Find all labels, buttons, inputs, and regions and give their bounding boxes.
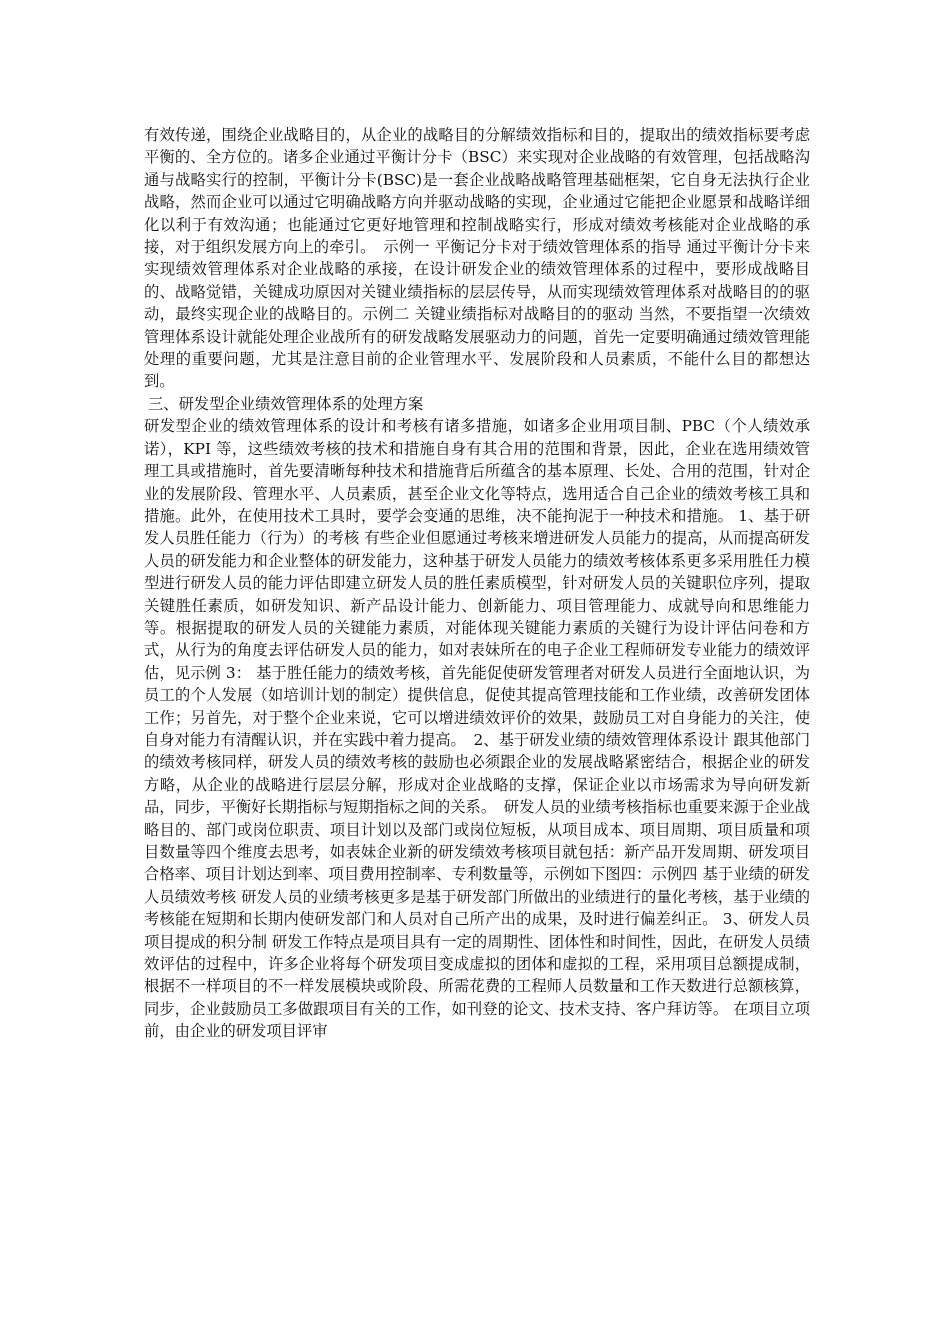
body-paragraph-solutions: 研发型企业的绩效管理体系的设计和考核有诸多措施，如诸多企业用项目制、PBC（个人绩效承诺），KPI 等，这些绩效考核的技术和措施自身有其合用的范围和背景，因此，企业在选用绩效管理工具或措施时，首先要清晰每种技术和措施背后所蕴含的基本原理、长处、合用的范围，针对企业的发展阶段、管理水平、人员素质，甚至企业文化等特点，选用适合自己企业的绩效考核工具和措施。此外，在使用技术工具时，要学会变通的思维，决不能拘泥于一种技术和措施。 1、基于研发人员胜任能力（行为）的考核 有些企业但愿通过考核来增进研发人员能力的提高，从而提高研发人员的研发能力和企业整体的研发能力，这种基于研发人员能力的绩效考核体系更多采用胜任力模型进行研发人员的能力评估即建立研发人员的胜任素质模型，针对研发人员的关键职位序列，提取关键胜任素质，如研发知识、新产品设计能力、创新能力、项目管理能力、成就导向和思维能力等。根据提取的研发人员的关键能力素质，对能体现关键能力素质的关键行为设计评估问卷和方式，从行为的角度去评估研发人员的能力，如对表妹所在的电子企业工程师研发专业能力的绩效评估，见示例 3： 基于胜任能力的绩效考核，首先能促使研发管理者对研发人员进行全面地认识，为员工的个人发展（如培训计划的制定）提供信息，促使其提高管理技能和工作业绩，改善研发团体工作；另首先，对于整个企业来说，它可以增进绩效评价的效果，鼓励员工对自身能力的关注，使自身对能力有清醒认识，并在实践中着力提高。 2、基于研发业绩的绩效管理体系设计 跟其他部门的绩效考核同样，研发人员的绩效考核的鼓励也必须跟企业的发展战略紧密结合，根据企业的研发方略，从企业的战略进行层层分解，形成对企业战略的支撑，保证企业以市场需求为导向研发新品，同步，平衡好长期指标与短期指标之间的关系。 研发人员的业绩考核指标也重要来源于企业战略目的、部门或岗位职责、项目计划以及部门或岗位短板，从项目成本、项目周期、项目质量和项目数量等四个维度去思考，如表妹企业新的研发绩效考核项目就包括：新产品开发周期、研发项目合格率、项目计划达到率、项目费用控制率、专利数量等，示例如下图四：示例四 基于业绩的研发人员绩效考核 研发人员的业绩考核更多是基于研发部门所做出的业绩进行的量化考核，基于业绩的考核能在短期和长期内使研发部门和人员对自己所产出的成果，及时进行偏差纠正。 3、研发人员项目提成的积分制 研发工作特点是项目具有一定的周期性、团体性和时间性，因此，在研发人员绩效评估的过程中，许多企业将每个研发项目变成虚拟的团体和虚拟的工程，采用项目总额提成制，根据不一样项目的不一样发展模块或阶段、所需花费的工程师人员数量和工作天数进行总额核算，同步，企业鼓励员工多做跟项目有关的工作，如刊登的论文、技术支持、客户拜访等。 在项目立项前，由企业的研发项目评审 (144, 417, 810, 1041)
document-page (144, 124, 810, 1043)
section-heading: 三、研发型企业绩效管理体系的处理方案 (148, 394, 424, 413)
body-paragraph-strategy: 有效传递，围绕企业战略目的，从企业的战略目的分解绩效指标和目的，提取出的绩效指标要考虑平衡的、全方位的。诸多企业通过平衡计分卡（BSC）来实现对企业战略的有效管理，包括战略沟通与战略实行的控制，平衡计分卡(BSC)是一套企业战略战略管理基础框架，它自身无法执行企业战略，然而企业可以通过它明确战略方向并驱动战略的实现，企业通过它能把企业愿景和战略详细化以利于有效沟通；也能通过它更好地管理和控制战略实行，形成对绩效考核能对企业战略的承接，对于组织发展方向上的牵引。 示例一 平衡记分卡对于绩效管理体系的指导 通过平衡计分卡来实现绩效管理体系对企业战略的承接，在设计研发企业的绩效管理体系的过程中，要形成战略目的、战略觉错，关键成功原因对关键业绩指标的层层传导，从而实现绩效管理体系对战略目的的驱动，最终实现企业的战略目的。示例二 关键业绩指标对战略目的的驱动 当然，不要指望一次绩效管理体系设计就能处理企业战所有的研发战略发展驱动力的问题，首先一定要明确通过绩效管理能处理的重要问题，尤其是注意目前的企业管理水平、发展阶段和人员素质，不能什么目的都想达到。 (144, 126, 810, 391)
